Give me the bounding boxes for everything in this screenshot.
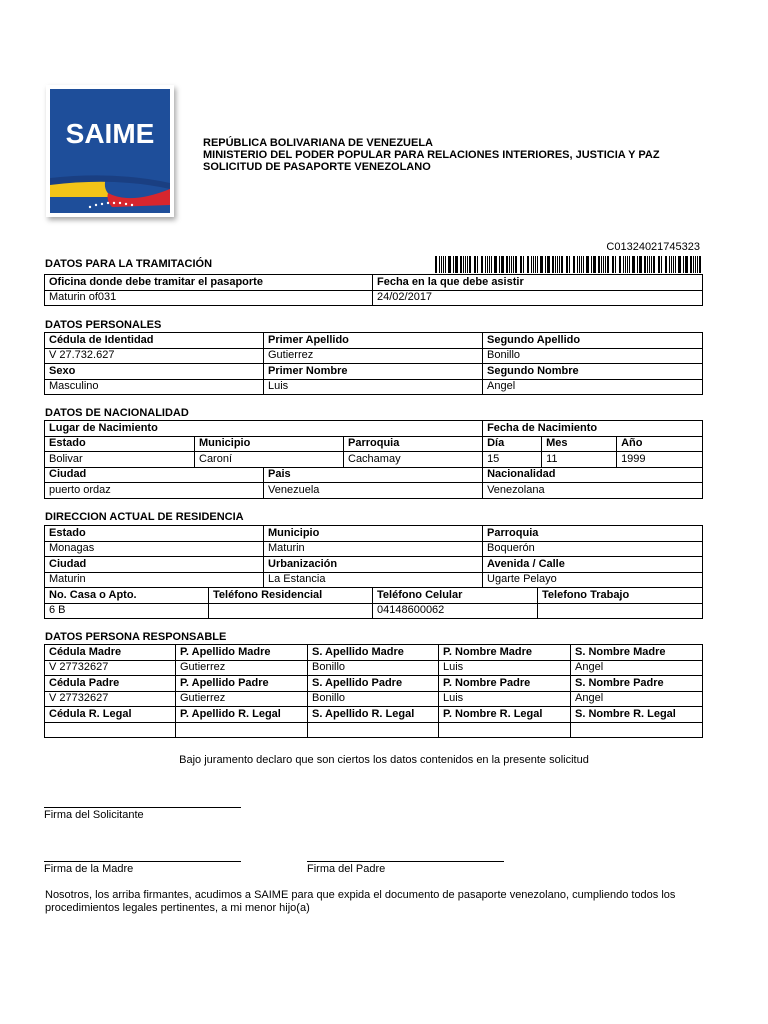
barcode-bar bbox=[605, 256, 606, 273]
label-parroquia-res: Parroquia bbox=[483, 526, 703, 542]
value-p-apellido-padre: Gutierrez bbox=[176, 691, 308, 707]
value-tel-celular: 04148600062 bbox=[373, 603, 538, 619]
signature-madre: Firma de la Madre bbox=[44, 861, 241, 875]
barcode-bar bbox=[491, 256, 492, 273]
value-segundo-nombre: Angel bbox=[483, 379, 703, 395]
value-anio: 1999 bbox=[617, 452, 703, 468]
label-cedula: Cédula de Identidad bbox=[45, 333, 264, 349]
table-row bbox=[45, 436, 703, 452]
barcode-bar bbox=[591, 256, 592, 273]
label-tel-celular: Teléfono Celular bbox=[373, 588, 538, 604]
barcode-bar bbox=[439, 256, 440, 273]
value-p-nombre-madre: Luis bbox=[439, 660, 571, 676]
barcode-bar bbox=[481, 256, 483, 273]
barcode-bar bbox=[494, 256, 497, 273]
label-pais: Pais bbox=[264, 467, 483, 483]
table-row bbox=[45, 452, 703, 468]
barcode-bar bbox=[673, 256, 674, 273]
barcode-bar bbox=[579, 256, 580, 273]
barcode-bar bbox=[533, 256, 534, 273]
value-estado-res: Monagas bbox=[45, 541, 264, 557]
section-title-nacionalidad: DATOS DE NACIONALIDAD bbox=[45, 407, 189, 419]
value-primer-nombre: Luis bbox=[264, 379, 483, 395]
barcode-bar bbox=[625, 256, 626, 273]
table-row bbox=[45, 572, 703, 588]
value-tel-residencial bbox=[209, 603, 373, 619]
label-anio: Año bbox=[617, 436, 703, 452]
value-urbanizacion: La Estancia bbox=[264, 572, 483, 588]
section-title-residencia: DIRECCION ACTUAL DE RESIDENCIA bbox=[45, 511, 244, 523]
barcode-bar bbox=[569, 256, 570, 273]
label-p-nombre-padre: P. Nombre Padre bbox=[439, 676, 571, 692]
section-title-personales: DATOS PERSONALES bbox=[45, 319, 162, 331]
barcode-bar bbox=[651, 256, 652, 273]
barcode-bar bbox=[552, 256, 554, 273]
barcode-bar bbox=[623, 256, 624, 273]
table-responsable bbox=[44, 644, 703, 738]
value-sexo: Masculino bbox=[45, 379, 264, 395]
barcode-bar bbox=[678, 256, 681, 273]
value-ciudad-res: Maturin bbox=[45, 572, 264, 588]
value-tel-trabajo bbox=[538, 603, 703, 619]
signature-solicitante: Firma del Solicitante bbox=[44, 807, 241, 821]
barcode-bar bbox=[573, 256, 575, 273]
table-residencia bbox=[44, 525, 703, 619]
table-row bbox=[45, 364, 703, 380]
label-avenida: Avenida / Calle bbox=[483, 557, 703, 573]
table-row bbox=[45, 379, 703, 395]
barcode-bar bbox=[535, 256, 536, 273]
barcode-bar bbox=[520, 256, 522, 273]
value-pais: Venezuela bbox=[264, 483, 483, 499]
barcode-bar bbox=[506, 256, 508, 273]
value-fecha-asistir: 24/02/2017 bbox=[373, 290, 703, 306]
barcode-bar bbox=[639, 256, 642, 273]
table-row bbox=[45, 333, 703, 349]
barcode-bar bbox=[501, 256, 504, 273]
barcode-bar bbox=[683, 256, 684, 273]
label-tel-residencial: Teléfono Residencial bbox=[209, 588, 373, 604]
barcode-bar bbox=[601, 256, 602, 273]
barcode-bar bbox=[699, 256, 701, 273]
table-row bbox=[45, 290, 703, 306]
barcode-bar bbox=[477, 256, 478, 273]
barcode-bar bbox=[527, 256, 529, 273]
value-s-apellido-madre: Bonillo bbox=[308, 660, 439, 676]
barcode-bar bbox=[612, 256, 614, 273]
label-estado-nac: Estado bbox=[45, 436, 195, 452]
barcode-bar bbox=[653, 256, 655, 273]
label-s-apellido-padre: S. Apellido Padre bbox=[308, 676, 439, 692]
barcode-bar bbox=[669, 256, 670, 273]
barcode-bar bbox=[485, 256, 486, 273]
barcode-bar bbox=[581, 256, 582, 273]
label-sexo: Sexo bbox=[45, 364, 264, 380]
barcode-bar bbox=[644, 256, 646, 273]
value-s-nombre-padre: Angel bbox=[571, 691, 703, 707]
label-tel-trabajo: Telefono Trabajo bbox=[538, 588, 703, 604]
logo-text: SAIME bbox=[65, 118, 155, 149]
value-cedula-madre: V 27732627 bbox=[45, 660, 176, 676]
barcode-bar bbox=[629, 256, 630, 273]
value-p-nombre-padre: Luis bbox=[439, 691, 571, 707]
barcode-bar bbox=[598, 256, 600, 273]
barcode-bar bbox=[685, 256, 688, 273]
value-segundo-apellido: Bonillo bbox=[483, 348, 703, 364]
label-urbanizacion: Urbanización bbox=[264, 557, 483, 573]
barcode-bar bbox=[665, 256, 667, 273]
barcode-bar bbox=[593, 256, 596, 273]
barcode-bar bbox=[615, 256, 616, 273]
table-row bbox=[45, 348, 703, 364]
header-line-1: REPÚBLICA BOLIVARIANA DE VENEZUELA bbox=[203, 137, 433, 149]
label-p-nombre-madre: P. Nombre Madre bbox=[439, 645, 571, 661]
label-p-apellido-madre: P. Apellido Madre bbox=[176, 645, 308, 661]
value-s-nombre-legal bbox=[571, 722, 703, 738]
barcode-bar bbox=[557, 256, 558, 273]
barcode-bar bbox=[487, 256, 488, 273]
label-casa: No. Casa o Apto. bbox=[45, 588, 209, 604]
document-header bbox=[203, 137, 660, 173]
label-municipio-nac: Municipio bbox=[195, 436, 344, 452]
table-personales bbox=[44, 332, 703, 395]
table-row bbox=[45, 483, 703, 499]
value-p-nombre-legal bbox=[439, 722, 571, 738]
table-row bbox=[45, 467, 703, 483]
label-municipio-res: Municipio bbox=[264, 526, 483, 542]
table-row bbox=[45, 421, 703, 437]
label-p-nombre-legal: P. Nombre R. Legal bbox=[439, 707, 571, 723]
barcode-bar bbox=[566, 256, 568, 273]
label-parroquia-nac: Parroquia bbox=[344, 436, 483, 452]
value-oficina: Maturin of031 bbox=[45, 290, 373, 306]
barcode-bar bbox=[561, 256, 563, 273]
saime-logo bbox=[46, 85, 174, 217]
barcode-bar bbox=[453, 256, 454, 273]
header-line-3: SOLICITUD DE PASAPORTE VENEZOLANO bbox=[203, 161, 431, 173]
barcode-bar bbox=[658, 256, 660, 273]
barcode-bar bbox=[586, 256, 589, 273]
barcode-bar bbox=[499, 256, 500, 273]
value-cedula-legal bbox=[45, 722, 176, 738]
label-ciudad-res: Ciudad bbox=[45, 557, 264, 573]
barcode-bar bbox=[695, 256, 696, 273]
barcode-bar bbox=[523, 256, 524, 273]
value-s-nombre-madre: Angel bbox=[571, 660, 703, 676]
table-nacionalidad bbox=[44, 420, 703, 499]
barcode-bar bbox=[435, 256, 437, 273]
barcode-bar bbox=[619, 256, 621, 273]
table-row bbox=[45, 660, 703, 676]
label-cedula-madre: Cédula Madre bbox=[45, 645, 176, 661]
barcode-bar bbox=[637, 256, 638, 273]
label-p-apellido-padre: P. Apellido Padre bbox=[176, 676, 308, 692]
table-row bbox=[45, 557, 703, 573]
request-code: C01324021745323 bbox=[606, 241, 700, 253]
label-fecha-asistir: Fecha en la que debe asistir bbox=[373, 275, 703, 291]
label-s-apellido-legal: S. Apellido R. Legal bbox=[308, 707, 439, 723]
barcode-bar bbox=[577, 256, 578, 273]
barcode-bar bbox=[463, 256, 464, 273]
barcode-bar bbox=[513, 256, 514, 273]
barcode-bar bbox=[465, 256, 466, 273]
table-row bbox=[45, 603, 703, 619]
barcode-bar bbox=[445, 256, 446, 273]
table-row bbox=[45, 645, 703, 661]
barcode-bar bbox=[474, 256, 476, 273]
label-s-apellido-madre: S. Apellido Madre bbox=[308, 645, 439, 661]
label-cedula-legal: Cédula R. Legal bbox=[45, 707, 176, 723]
label-mes: Mes bbox=[542, 436, 617, 452]
barcode-bar bbox=[531, 256, 532, 273]
barcode-bar bbox=[627, 256, 628, 273]
label-segundo-nombre: Segundo Nombre bbox=[483, 364, 703, 380]
value-p-apellido-madre: Gutierrez bbox=[176, 660, 308, 676]
table-row bbox=[45, 676, 703, 692]
value-s-apellido-legal bbox=[308, 722, 439, 738]
value-p-apellido-legal bbox=[176, 722, 308, 738]
label-primer-apellido: Primer Apellido bbox=[264, 333, 483, 349]
label-estado-res: Estado bbox=[45, 526, 264, 542]
barcode-bar bbox=[671, 256, 672, 273]
value-parroquia-res: Boquerón bbox=[483, 541, 703, 557]
barcode-bar bbox=[661, 256, 662, 273]
section-title-responsable: DATOS PERSONA RESPONSABLE bbox=[45, 631, 227, 643]
value-s-apellido-padre: Bonillo bbox=[308, 691, 439, 707]
barcode-bar bbox=[460, 256, 462, 273]
barcode-bar bbox=[537, 256, 538, 273]
barcode-bar bbox=[448, 256, 451, 273]
barcode-bar bbox=[647, 256, 648, 273]
value-dia: 15 bbox=[483, 452, 542, 468]
value-primer-apellido: Gutierrez bbox=[264, 348, 483, 364]
label-s-nombre-madre: S. Nombre Madre bbox=[571, 645, 703, 661]
barcode-bar bbox=[675, 256, 676, 273]
final-statement: Nosotros, los arriba firmantes, acudimos a SAIME para que expida el documento de pasaporte venezolano, cumpliendo todos los procedimientos legales pertinentes, a mi menor hijo(a) bbox=[45, 889, 676, 914]
value-municipio-res: Maturin bbox=[264, 541, 483, 557]
barcode-bar bbox=[515, 256, 517, 273]
label-s-nombre-legal: S. Nombre R. Legal bbox=[571, 707, 703, 723]
table-row bbox=[45, 275, 703, 291]
table-row bbox=[45, 722, 703, 738]
barcode-bar bbox=[583, 256, 584, 273]
value-nacionalidad: Venezolana bbox=[483, 483, 703, 499]
label-ciudad-nac: Ciudad bbox=[45, 467, 264, 483]
table-row bbox=[45, 541, 703, 557]
barcode-bar bbox=[690, 256, 692, 273]
value-ciudad-nac: puerto ordaz bbox=[45, 483, 264, 499]
barcode-bar bbox=[603, 256, 604, 273]
table-row bbox=[45, 707, 703, 723]
label-segundo-apellido: Segundo Apellido bbox=[483, 333, 703, 349]
oath-declaration: Bajo juramento declaro que son ciertos los datos contenidos en la presente solicitud bbox=[179, 754, 589, 766]
barcode-bar bbox=[469, 256, 471, 273]
barcode-bar bbox=[607, 256, 609, 273]
label-cedula-padre: Cédula Padre bbox=[45, 676, 176, 692]
value-mes: 11 bbox=[542, 452, 617, 468]
barcode-bar bbox=[559, 256, 560, 273]
label-primer-nombre: Primer Nombre bbox=[264, 364, 483, 380]
barcode bbox=[435, 256, 701, 273]
barcode-bar bbox=[441, 256, 442, 273]
value-cedula: V 27.732.627 bbox=[45, 348, 264, 364]
label-lugar-nacimiento: Lugar de Nacimiento bbox=[45, 421, 483, 437]
barcode-bar bbox=[649, 256, 650, 273]
barcode-bar bbox=[693, 256, 694, 273]
barcode-bar bbox=[632, 256, 635, 273]
barcode-bar bbox=[443, 256, 444, 273]
barcode-bar bbox=[547, 256, 550, 273]
value-cedula-padre: V 27732627 bbox=[45, 691, 176, 707]
barcode-bar bbox=[697, 256, 698, 273]
value-estado-nac: Bolivar bbox=[45, 452, 195, 468]
value-avenida: Ugarte Pelayo bbox=[483, 572, 703, 588]
barcode-bar bbox=[467, 256, 468, 273]
barcode-bar bbox=[555, 256, 556, 273]
header-line-2: MINISTERIO DEL PODER POPULAR PARA RELACIONES INTERIORES, JUSTICIA Y PAZ bbox=[203, 149, 660, 161]
barcode-bar bbox=[545, 256, 546, 273]
table-tramitacion bbox=[44, 274, 703, 306]
barcode-bar bbox=[489, 256, 490, 273]
barcode-bar bbox=[509, 256, 510, 273]
barcode-bar bbox=[455, 256, 458, 273]
label-oficina: Oficina donde debe tramitar el pasaporte bbox=[45, 275, 373, 291]
label-fecha-nacimiento: Fecha de Nacimiento bbox=[483, 421, 703, 437]
value-casa: 6 B bbox=[45, 603, 209, 619]
value-parroquia-nac: Cachamay bbox=[344, 452, 483, 468]
signature-padre: Firma del Padre bbox=[307, 861, 504, 875]
value-municipio-nac: Caroní bbox=[195, 452, 344, 468]
label-s-nombre-padre: S. Nombre Padre bbox=[571, 676, 703, 692]
table-row bbox=[45, 691, 703, 707]
table-row bbox=[45, 588, 703, 604]
label-dia: Día bbox=[483, 436, 542, 452]
label-nacionalidad: Nacionalidad bbox=[483, 467, 703, 483]
section-title-tramitacion: DATOS PARA LA TRAMITACIÓN bbox=[45, 258, 213, 270]
table-row bbox=[45, 526, 703, 542]
barcode-bar bbox=[540, 256, 543, 273]
barcode-bar bbox=[511, 256, 512, 273]
label-p-apellido-legal: P. Apellido R. Legal bbox=[176, 707, 308, 723]
